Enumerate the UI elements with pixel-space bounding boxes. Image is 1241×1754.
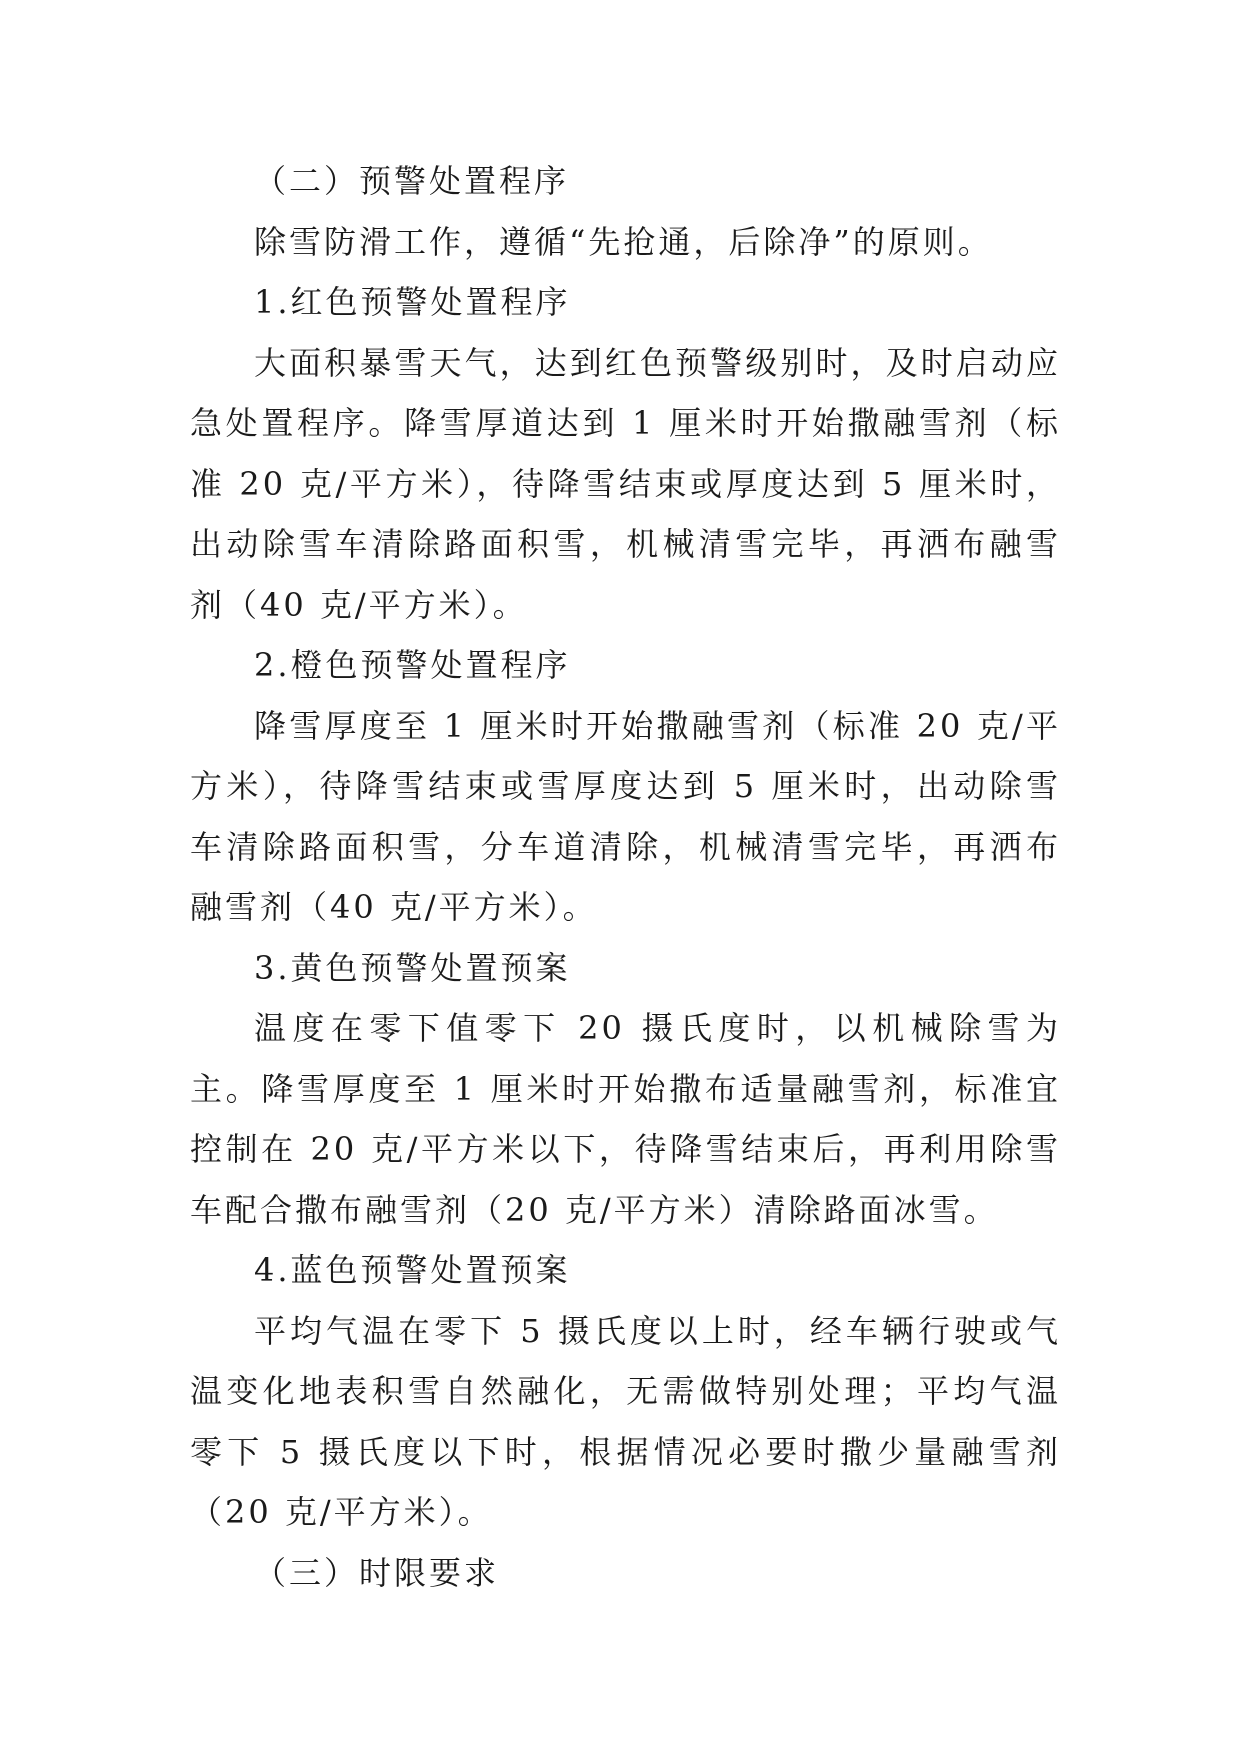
yellow-warning-paragraph: 温度在零下值零下 20 摄氏度时，以机械除雪为主。降雪厚度至 1 厘米时开始撒布适量融雪剂，标准宜控制在 20 克/平方米以下，待降雪结束后，再利用除雪车配合撒布融雪剂（20 克/平方米）清除路面冰雪。 (190, 1009, 1061, 1229)
subheading-blue-warning: 4.蓝色预警处置预案 (254, 1251, 571, 1289)
orange-warning-paragraph: 降雪厚度至 1 厘米时开始撒融雪剂（标准 20 克/平方米），待降雪结束或雪厚度达到 5 厘米时，出动除雪车清除路面积雪，分车道清除，机械清雪完毕，再洒布融雪剂（40 克/平方米）。 (190, 706, 1061, 926)
subheading-yellow-warning: 3.黄色预警处置预案 (254, 948, 571, 987)
section-heading-warning-procedure: （二）预警处置程序 (254, 162, 570, 200)
subheading-red-warning: 1.红色预警处置程序 (254, 283, 571, 321)
red-warning-paragraph: 大面积暴雪天气，达到红色预警级别时，及时启动应急处置程序。降雪厚道达到 1 厘米时开始撒融雪剂（标准 20 克/平方米），待降雪结束或厚度达到 5 厘米时，出动除雪车清除路面积雪，机械清雪完毕，再洒布融雪剂（40 克/平方米）。 (190, 343, 1061, 624)
section-heading-time-limit: （三）时限要求 (254, 1553, 500, 1592)
document-body (190, 151, 1061, 1603)
blue-warning-paragraph: 平均气温在零下 5 摄氏度以上时，经车辆行驶或气温变化地表积雪自然融化，无需做特别处理；平均气温零下 5 摄氏度以下时，根据情况必要时撒少量融雪剂（20 克/平方米）。 (190, 1311, 1061, 1531)
subheading-orange-warning: 2.橙色预警处置程序 (254, 646, 571, 684)
principle-paragraph: 除雪防滑工作，遵循“先抢通，后除净”的原则。 (254, 222, 993, 261)
